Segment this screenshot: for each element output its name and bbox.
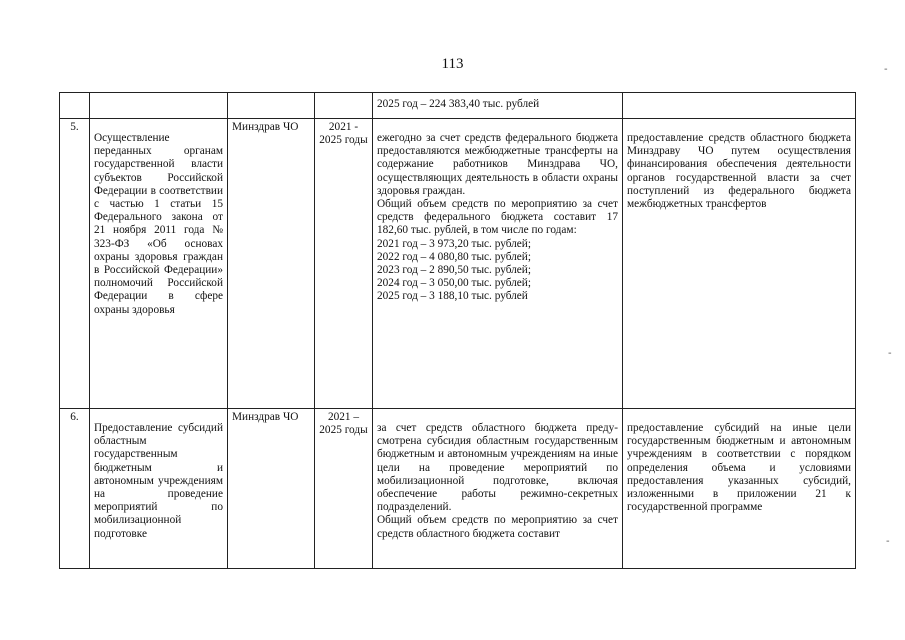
measure-description: [373, 119, 623, 409]
measure-name: Осуществление переданных органам государственной власти субъектов Российской Федерации в соответствии с частью 1 статьи 15 Федерального закона от 21 ноября 2011 года № 323-ФЗ «Об основах охраны здоровья граждан в Российской Федерации» полномочий Российской Федерации в сфере охраны здоровья: [90, 119, 228, 409]
executor: Минздрав ЧО: [228, 409, 315, 569]
table-row: [60, 409, 856, 569]
mechanism: предоставление средств областного бюджета Минздраву ЧО путем осуществления финансирования обеспечения деятельности органов государственной власти за счет поступлений из федерального бюджета межбюджетных трансфертов: [623, 119, 856, 409]
year-amount: 2023 год – 2 890,50 тыс. рублей;: [377, 264, 531, 277]
cell-name: [90, 93, 228, 119]
table-row: [60, 93, 856, 119]
period: 2021 - 2025 годы: [315, 119, 373, 409]
year-amount: 2022 год – 4 080,80 тыс. рублей;: [377, 250, 531, 263]
cell-executor: [228, 93, 315, 119]
cell-num: [60, 93, 90, 119]
cell-mechanism: [623, 93, 856, 119]
cell-funding: 2025 год – 224 383,40 тыс. рублей: [373, 93, 623, 119]
measure-name: Предоставление субсидий областным государственным бюджетным и автономным учреждениям на проведение мероприятий по мобилизационной подготовке: [90, 409, 228, 569]
margin-mark: -: [884, 64, 888, 75]
description-text: ежегодно за счет средств федерального бюджета предоставляются межбюджетные трансферты на содержание работников Минздрава ЧО, осуществляющих деятельность в области охраны здоровья граждан.: [377, 132, 618, 197]
total-text: Общий объем средств по мероприятию за счет средств федерального бюджета составит 17 182,60 тыс. рублей, в том числе по годам:: [377, 198, 618, 237]
measure-description: [373, 409, 623, 569]
total-text: Общий объем средств по мероприятию за счет средств областного бюджета составит: [377, 514, 618, 540]
year-amount: 2021 год – 3 973,20 тыс. рублей;: [377, 237, 531, 250]
executor: Минздрав ЧО: [228, 119, 315, 409]
mechanism: предоставление субсидий на иные цели государственным бюджетным и автономным учреждениям в соответствии с порядком определения объема и условиями предоставления указанных субсидий, изложенными в приложении 21 к государственной программе: [623, 409, 856, 569]
table-row: [60, 119, 856, 409]
margin-mark: -: [888, 348, 892, 359]
page-number: 113: [441, 56, 464, 72]
measures-table: [59, 92, 856, 569]
description-text: за счет средств областного бюджета преду-смотрена субсидия областным государственным бюджетным и автономным учреждениям на иные цели на проведение мероприятий по мобилизационной подготовке, включая обеспечение работы режимно-секретных подразделений.: [377, 422, 618, 514]
margin-mark: -: [886, 536, 890, 547]
period: 2021 – 2025 годы: [315, 409, 373, 569]
year-amount: 2025 год – 3 188,10 тыс. рублей: [377, 290, 528, 303]
row-number: 6.: [60, 409, 90, 569]
cell-period: [315, 93, 373, 119]
row-number: 5.: [60, 119, 90, 409]
year-amount: 2024 год – 3 050,00 тыс. рублей;: [377, 277, 531, 290]
